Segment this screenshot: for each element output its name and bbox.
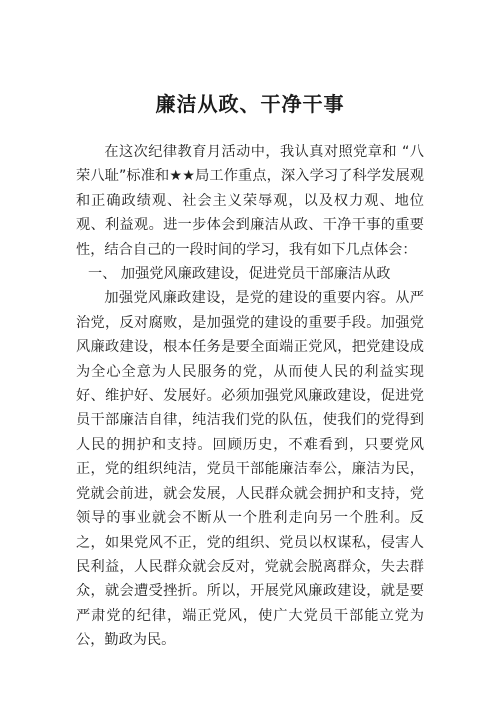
- document-title: 廉洁从政、干净干事: [155, 92, 345, 116]
- intro-paragraph: 在这次纪律教育月活动中，我认真对照党章和 “八荣八耻”标准和★★局工作重点，深入学习了科学发展观和正确政绩观、社会主义荣辱观，以及权力观、地位观、利益观。进一步体会到廉洁从政、干净干事的重要性，结合自己的一段时间的学习，我有如下几点体会：: [76, 144, 424, 258]
- document-body: [76, 140, 424, 653]
- section-heading: 一、 加强党风廉政建设，促进党员干部廉洁从政: [88, 266, 391, 283]
- section-paragraph: 加强党风廉政建设，是党的建设的重要内容。从严治党，反对腐败，是加强党的建设的重要手段。加强党风廉政建设，根本任务是要全面端正党风，把党建设成为全心全意为人民服务的党，从而使人民的利益实现好、维护好、发展好。必须加强党风廉政建设，促进党员干部廉洁自律，纯洁我们党的队伍，使我们的党得到人民的拥护和支持。回顾历史，不难看到，只要党风正，党的组织纯洁，党员干部能廉洁奉公，廉洁为民，党就会前进，就会发展，人民群众就会拥护和支持，党领导的事业就会不断从一个胜利走向另一个胜利。反之，如果党风不正，党的组织、党员以权谋私，侵害人民利益，人民群众就会反对，党就会脱离群众，失去群众，就会遭受挫折。所以，开展党风廉政建设，就是要严肃党的纪律，端正党风，使广大党员干部能立党为公，勤政为民。: [76, 290, 424, 649]
